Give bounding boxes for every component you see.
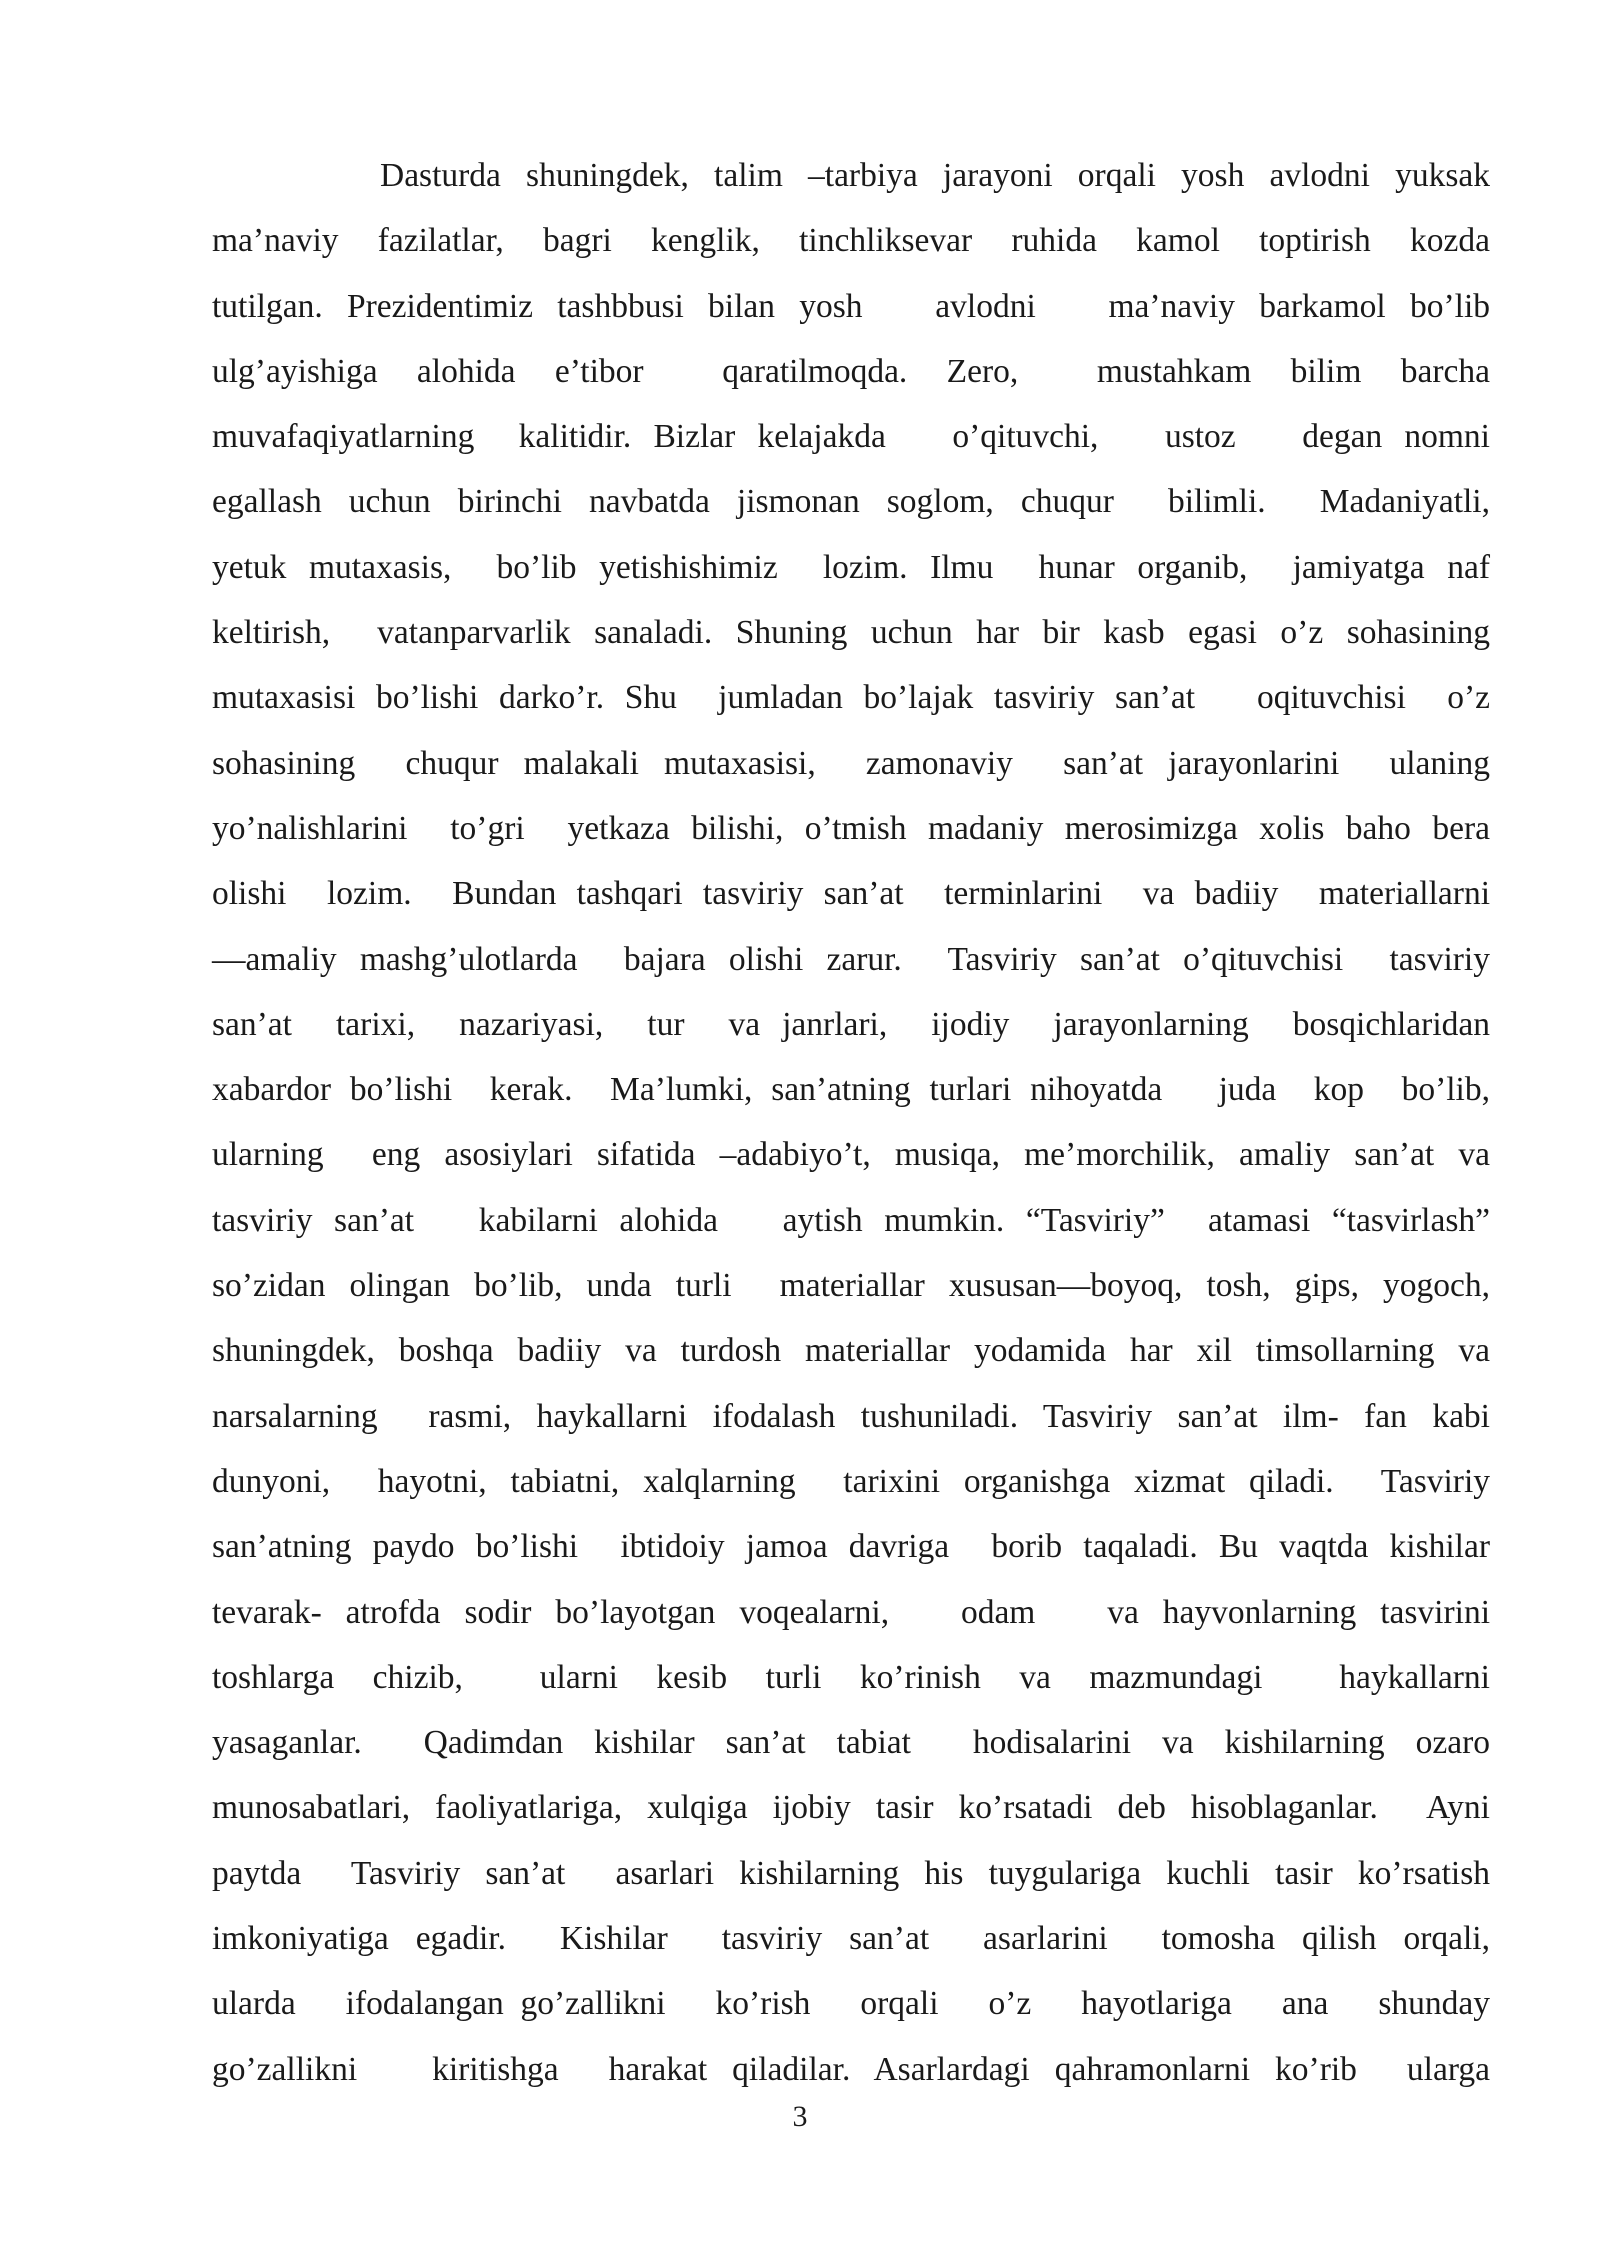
text-line: ularda ifodalangan go’zallikni ko’rish orqali o’z hayotlariga ana shunday bbox=[212, 1985, 1490, 2023]
text-line: yasaganlar. Qadimdan kishilar san’at tabiat hodisalarini va kishilarning ozaro bbox=[212, 1724, 1490, 1762]
text-line: toshlarga chizib, ularni kesib turli ko’rinish va mazmundagi haykallarni bbox=[212, 1658, 1490, 1696]
text-line: ularning eng asosiylari sifatida –adabiyo’t, musiqa, me’morchilik, amaliy san’at va bbox=[212, 1136, 1490, 1174]
text-line: yo’nalishlarini to’gri yetkaza bilishi, o’tmish madaniy merosimizga xolis baho bera bbox=[212, 809, 1490, 847]
page-number: 3 bbox=[792, 2100, 808, 2133]
text-line: so’zidan olingan bo’lib, unda turli materiallar xususan—boyoq, tosh, gips, yogoch, bbox=[212, 1267, 1490, 1305]
text-line: yetuk mutaxasis, bo’lib yetishishimiz lozim. Ilmu hunar organib, jamiyatga naf bbox=[212, 548, 1490, 586]
text-line: narsalarning rasmi, haykallarni ifodalash tushuniladi. Tasviriy san’at ilm- fan kabi bbox=[212, 1397, 1490, 1435]
text-line: go’zallikni kiritishga harakat qiladilar. Asarlardagi qahramonlarni ko’rib ularga bbox=[212, 2050, 1490, 2088]
text-line: paytda Tasviriy san’at asarlari kishilarning his tuygulariga kuchli tasir ko’rsatish bbox=[212, 1854, 1490, 1892]
text-line: egallash uchun birinchi navbatda jismonan soglom, chuqur bilimli. Madaniyatli, bbox=[212, 483, 1490, 521]
text-line: ma’naviy fazilatlar, bagri kenglik, tinchliksevar ruhida kamol toptirish kozda bbox=[212, 222, 1490, 260]
text-line: sohasining chuqur malakali mutaxasisi, zamonaviy san’at jarayonlarini ulaning bbox=[212, 744, 1490, 782]
text-line: tasviriy san’at kabilarni alohida aytish mumkin. “Tasviriy” atamasi “tasvirlash” bbox=[212, 1201, 1490, 1239]
text-line: tevarak- atrofda sodir bo’layotgan voqealarni, odam va hayvonlarning tasvirini bbox=[212, 1593, 1490, 1631]
text-line: xabardor bo’lishi kerak. Ma’lumki, san’atning turlari nihoyatda juda kop bo’lib, bbox=[212, 1071, 1490, 1109]
text-line: imkoniyatiga egadir. Kishilar tasviriy san’at asarlarini tomosha qilish orqali, bbox=[212, 1920, 1490, 1958]
text-line: keltirish, vatanparvarlik sanaladi. Shuning uchun har bir kasb egasi o’z sohasining bbox=[212, 614, 1490, 652]
text-line: san’atning paydo bo’lishi ibtidoiy jamoa davriga borib taqaladi. Bu vaqtda kishilar bbox=[212, 1528, 1490, 1566]
text-line: muvafaqiyatlarning kalitidir. Bizlar kelajakda o’qituvchi, ustoz degan nomni bbox=[212, 418, 1490, 456]
text-line: tutilgan. Prezidentimiz tashbbusi bilan yosh avlodni ma’naviy barkamol bo’lib bbox=[212, 287, 1490, 325]
text-line: san’at tarixi, nazariyasi, tur va janrlari, ijodiy jarayonlarning bosqichlaridan bbox=[212, 1005, 1490, 1043]
text-line: olishi lozim. Bundan tashqari tasviriy san’at terminlarini va badiiy materiallarni bbox=[212, 875, 1490, 913]
text-line: ulg’ayishiga alohida e’tibor qaratilmoqda. Zero, mustahkam bilim barcha bbox=[212, 352, 1490, 390]
body-text bbox=[212, 150, 1490, 2109]
text-line: mutaxasisi bo’lishi darko’r. Shu jumladan bo’lajak tasviriy san’at oqituvchisi o’z bbox=[212, 679, 1490, 717]
text-line: dunyoni, hayotni, tabiatni, xalqlarning tarixini organishga xizmat qiladi. Tasviriy bbox=[212, 1462, 1490, 1500]
text-line: —amaliy mashg’ulotlarda bajara olishi zarur. Tasviriy san’at o’qituvchisi tasviriy bbox=[212, 940, 1490, 978]
text-line: shuningdek, boshqa badiiy va turdosh materiallar yodamida har xil timsollarning va bbox=[212, 1332, 1490, 1370]
text-line: munosabatlari, faoliyatlariga, xulqiga ijobiy tasir ko’rsatadi deb hisoblaganlar. Ayni bbox=[212, 1789, 1490, 1827]
text-line: Dasturda shuningdek, talim –tarbiya jarayoni orqali yosh avlodni yuksak bbox=[380, 157, 1490, 194]
